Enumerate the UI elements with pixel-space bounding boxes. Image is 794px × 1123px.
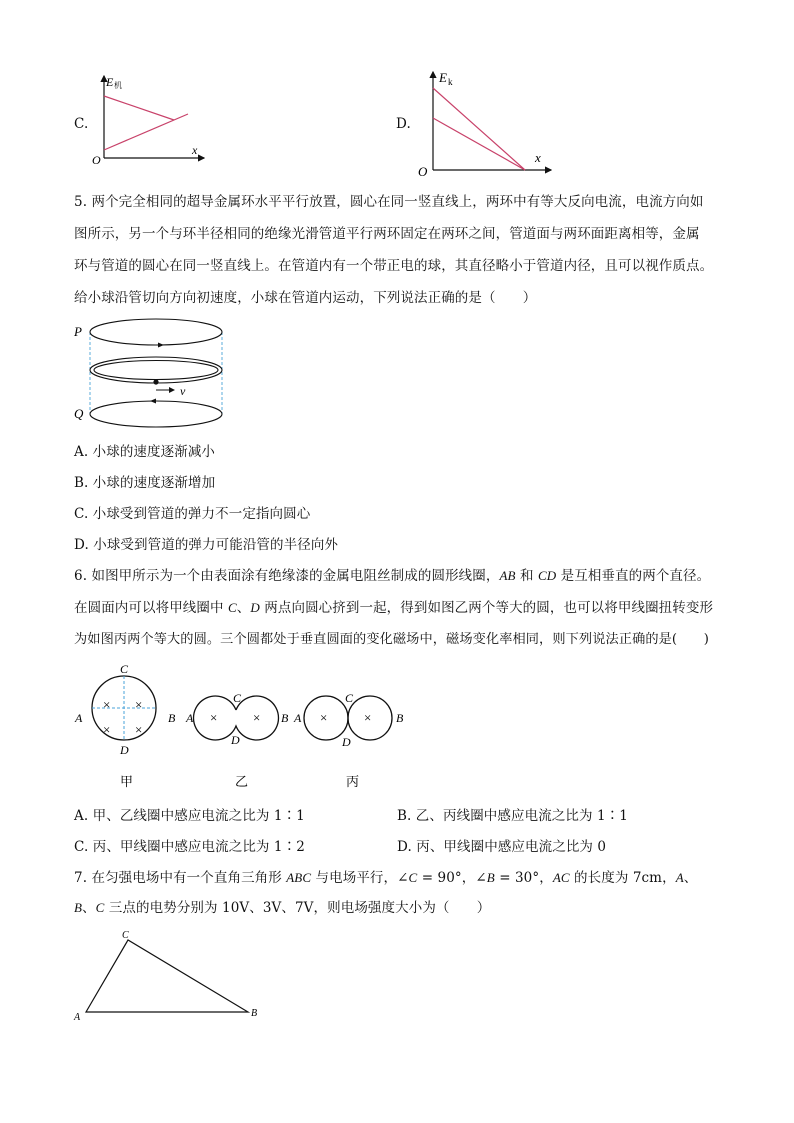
label-b: B xyxy=(281,711,289,725)
origin-label: O xyxy=(92,153,101,165)
ring-p-current-arrow xyxy=(158,343,164,348)
curve-1 xyxy=(104,96,174,120)
q5-line-3: 环与管道的圆心在同一竖直线上。在管道内有一个带正电的球，其直径略小于管道内径，且可以视作质点。 xyxy=(74,258,714,274)
magnetic-field-cross: × xyxy=(210,710,218,725)
label-q: Q xyxy=(74,406,84,421)
q5-line-1: 5. 两个完全相同的超导金属环水平平行放置，圆心在同一竖直线上，两环中有等大反向电流，电流方向如 xyxy=(74,194,704,210)
label-v: v xyxy=(180,384,186,398)
label-a: A xyxy=(75,711,83,725)
ball xyxy=(153,379,158,384)
q7-line-1: 7. 在匀强电场中有一个直角三角形 ABC 与电场平行，∠C = 90°，∠B = 30°，AC 的长度为 7cm，A、 xyxy=(74,870,698,886)
label-c: C xyxy=(345,691,354,705)
q5-figure xyxy=(72,312,232,434)
magnetic-field-cross: × xyxy=(364,710,372,725)
magnetic-field-cross: × xyxy=(135,722,143,737)
q6-line-2: 在圆面内可以将甲线圈中 C、D 两点向圆心挤到一起，得到如图乙两个等大的圆，也可以将甲线圈扭转变形 xyxy=(74,600,714,616)
q6-option-d: D. 丙、甲线圈中感应电流之比为 0 xyxy=(397,839,607,855)
vertex-a-label: A xyxy=(74,1012,81,1023)
pipe-inner xyxy=(94,361,218,380)
option-d-label: D. xyxy=(396,116,411,132)
label-p: P xyxy=(74,324,82,339)
ring-q-current-arrow xyxy=(150,399,156,404)
coil-jia xyxy=(74,662,176,789)
magnetic-field-cross: × xyxy=(103,722,111,737)
q5-option-c: C. 小球受到管道的弹力不一定指向圆心 xyxy=(74,506,311,522)
label-c: C xyxy=(120,662,129,676)
y-axis-label: E xyxy=(439,70,447,85)
coil-bing xyxy=(293,691,404,789)
ring-p xyxy=(90,319,222,345)
vertex-c-label: C xyxy=(122,930,129,941)
vertex-b-label: B xyxy=(251,1008,258,1019)
label-b: B xyxy=(168,711,176,725)
x-axis-label: x xyxy=(192,143,198,157)
option-c-label: C. xyxy=(74,116,89,132)
label-a: A xyxy=(294,711,302,725)
curve-2 xyxy=(104,114,188,150)
q5-option-a: A. 小球的速度逐渐减小 xyxy=(74,444,216,460)
coil-yi xyxy=(185,691,289,789)
q6-line-1: 6. 如图甲所示为一个由表面涂有绝缘漆的金属电阻丝制成的圆形线圈，AB 和 CD 是互相垂直的两个直径。 xyxy=(74,568,711,584)
caption-bing: 丙 xyxy=(346,774,360,789)
q5-line-4: 给小球沿管切向方向初速度，小球在管道内运动，下列说法正确的是（ ） xyxy=(74,290,537,306)
ring-q xyxy=(90,401,222,427)
y-axis-sub: 机 xyxy=(114,81,122,90)
magnetic-field-cross: × xyxy=(103,697,111,712)
curve-1 xyxy=(433,88,525,170)
origin-label: O xyxy=(418,164,428,178)
magnetic-field-cross: × xyxy=(253,710,261,725)
x-axis-label: x xyxy=(535,150,541,165)
magnetic-field-cross: × xyxy=(135,697,143,712)
q7-line-2: B、C 三点的电势分别为 10V、3V、7V，则电场强度大小为（ ） xyxy=(74,900,491,916)
q6-option-c: C. 丙、甲线圈中感应电流之比为 1∶2 xyxy=(74,839,305,855)
caption-yi: 乙 xyxy=(235,774,249,789)
curve-2 xyxy=(433,118,525,170)
y-axis-sub: k xyxy=(448,77,453,87)
graph-c xyxy=(88,70,208,165)
q6-option-a: A. 甲、乙线圈中感应电流之比为 1∶1 xyxy=(74,808,305,824)
q5-option-b: B. 小球的速度逐渐增加 xyxy=(74,475,216,491)
graph-d xyxy=(415,66,555,178)
caption-jia: 甲 xyxy=(120,774,134,789)
q6-line-3: 为如图丙两个等大的圆。三个圆都处于垂直圆面的变化磁场中，磁场变化率相同，则下列说法正确的是( ) xyxy=(74,632,709,647)
q5-line-2: 图所示，另一个与环半径相同的绝缘光滑管道平行两环固定在两环之间，管道面与两环面距离相等，金属 xyxy=(74,226,700,242)
magnetic-field-cross: × xyxy=(320,710,328,725)
q5-option-d: D. 小球受到管道的弹力可能沿管的半径向外 xyxy=(74,537,339,553)
label-d: D xyxy=(120,743,129,757)
label-c: C xyxy=(233,691,242,705)
label-a: A xyxy=(186,711,194,725)
triangle-abc xyxy=(86,940,248,1012)
label-d: D xyxy=(342,735,351,749)
y-axis-label: E xyxy=(106,75,114,89)
label-d: D xyxy=(231,733,240,747)
q6-option-b: B. 乙、丙线圈中感应电流之比为 1∶1 xyxy=(397,808,628,824)
q7-triangle-figure xyxy=(70,928,270,1024)
q6-figure xyxy=(70,660,410,792)
label-b: B xyxy=(396,711,404,725)
